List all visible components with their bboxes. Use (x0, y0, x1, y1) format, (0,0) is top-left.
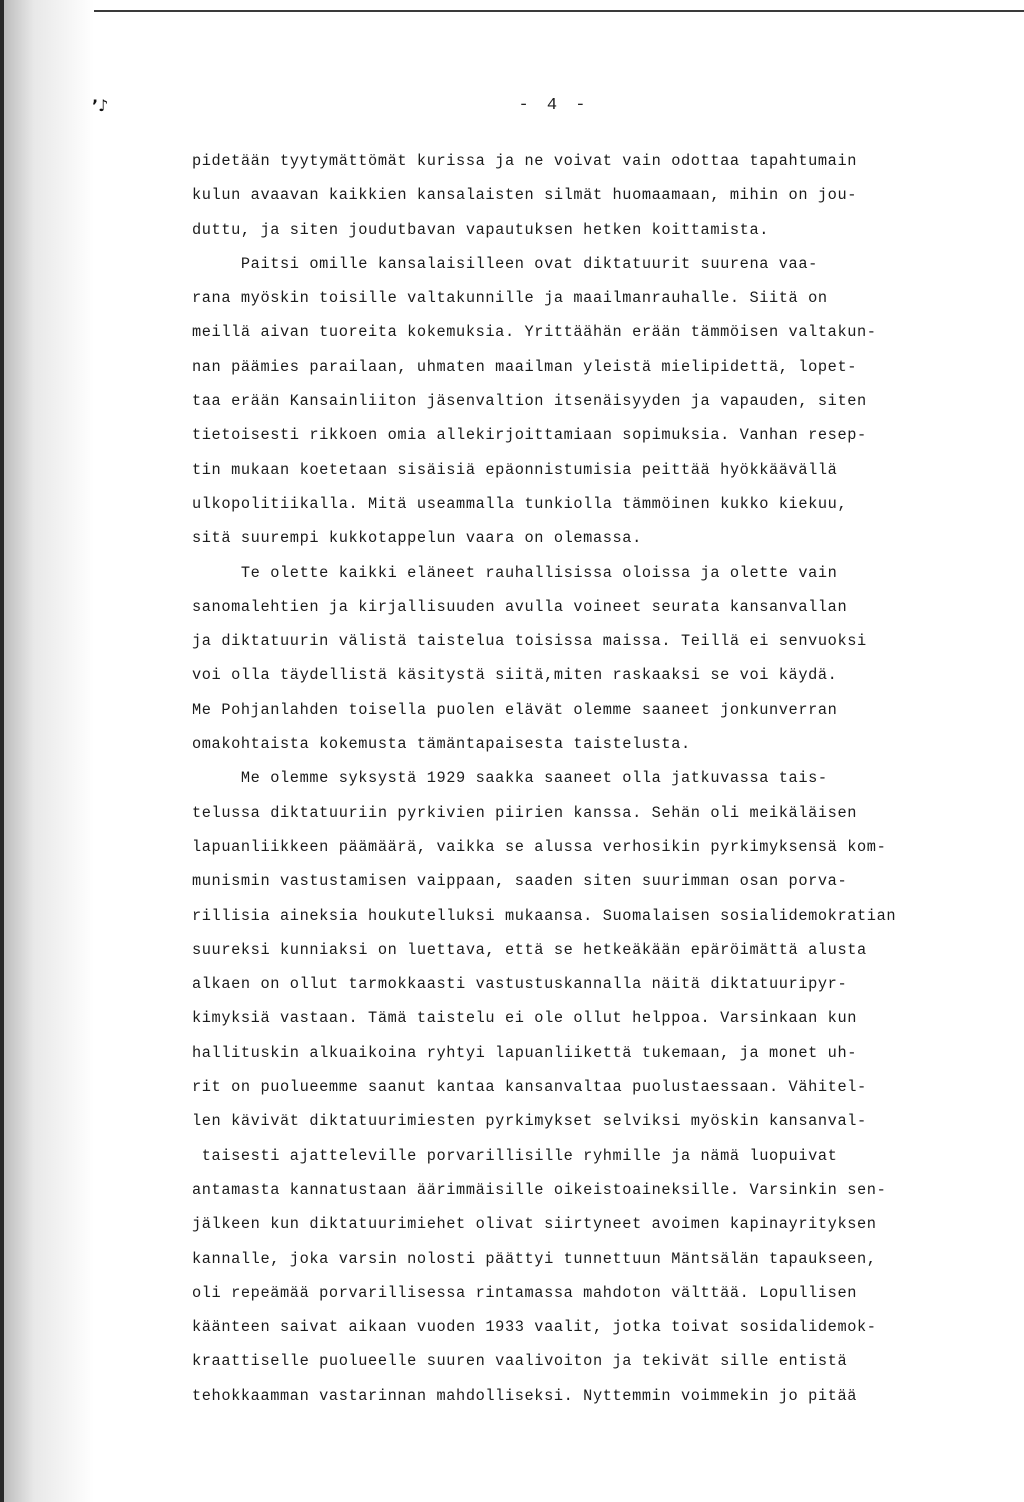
text-line: sitä suurempi kukkotappelun vaara on olemassa. (192, 529, 642, 548)
text-line: voi olla täydellistä käsitystä siitä,miten raskaaksi se voi käydä. (192, 666, 838, 685)
text-line: Me Pohjanlahden toisella puolen elävät olemme saaneet jonkunverran (192, 700, 838, 719)
text-line: jälkeen kun diktatuurimiehet olivat siirtyneet avoimen kapinayrityksen (192, 1215, 877, 1234)
text-line: ja diktatuurin välistä taistelua toisissa maissa. Teillä ei senvuoksi (192, 632, 867, 651)
text-line: antamasta kannatustaan äärimmäisille oikeistoaineksille. Varsinkin sen- (192, 1180, 887, 1199)
text-line: tin mukaan koetetaan sisäisiä epäonnistumisia peittää hyökkäävällä (192, 460, 838, 479)
text-line: suureksi kunniaksi on luettava, että se hetkeäkään epäröimättä alusta (192, 940, 867, 959)
text-line: Me olemme syksystä 1929 saakka saaneet olla jatkuvassa tais- (192, 769, 828, 788)
text-line: Paitsi omille kansalaisilleen ovat diktatuurit suurena vaa- (192, 254, 818, 273)
text-line: rit on puolueemme saanut kantaa kansanvaltaa puolustaessaan. Vähitel- (192, 1078, 867, 1097)
text-line: sanomalehtien ja kirjallisuuden avulla voineet seurata kansanvallan (192, 597, 848, 616)
page-number: - 4 - (518, 96, 590, 115)
body-text (192, 144, 962, 1413)
text-line: tehokkaamman vastarinnan mahdolliseksi. Nyttemmin voimmekin jo pitää (192, 1386, 858, 1405)
text-line: tietoisesti rikkoen omia allekirjoittamiaan sopimuksia. Vanhan resep- (192, 426, 867, 445)
text-line: taisesti ajatteleville porvarillisille ryhmille ja nämä luopuivat (192, 1146, 838, 1165)
text-line: kraattiselle puolueelle suuren vaalivoiton ja tekivät sille entistä (192, 1352, 848, 1371)
text-line: Te olette kaikki eläneet rauhallisissa oloissa ja olette vain (192, 563, 838, 582)
text-line: len kävivät diktatuurimiesten pyrkimykset selviksi myöskin kansanval- (192, 1112, 867, 1131)
text-line: hallituskin alkuaikoina ryhtyi lapuanliikettä tukemaan, ja monet uh- (192, 1043, 858, 1062)
text-line: kannalle, joka varsin nolosti päättyi tunnettuun Mäntsälän tapaukseen, (192, 1249, 877, 1268)
text-line: nan päämies parailaan, uhmaten maailman yleistä mielipidettä, lopet- (192, 357, 858, 376)
text-line: telussa diktatuuriin pyrkivien piirien kanssa. Sehän oli meikäläisen (192, 803, 858, 822)
text-line: meillä aivan tuoreita kokemuksia. Yrittäähän erään tämmöisen valtakun- (192, 323, 877, 342)
text-line: ulkopolitiikalla. Mitä useammalla tunkiolla tämmöinen kukko kiekuu, (192, 494, 848, 513)
text-line: duttu, ja siten joudutbavan vapautuksen hetken koittamista. (192, 220, 769, 239)
text-line: käänteen saivat aikaan vuoden 1933 vaalit, jotka toivat sosidalidemok- (192, 1318, 877, 1337)
text-line: taa erään Kansainliiton jäsenvaltion itsenäisyyden ja vapauden, siten (192, 392, 867, 411)
text-line: alkaen on ollut tarmokkaasti vastustuskannalla näitä diktatuuripyr- (192, 975, 848, 994)
page-top-edge (94, 10, 1024, 12)
text-line: oli repeämää porvarillisessa rintamassa mahdoton välttää. Lopullisen (192, 1283, 858, 1302)
text-line: omakohtaista kokemusta tämäntapaisesta taistelusta. (192, 735, 691, 754)
text-line: lapuanliikkeen päämäärä, vaikka se alussa verhosikin pyrkimyksensä kom- (192, 837, 887, 856)
text-line: kulun avaavan kaikkien kansalaisten silmät huomaamaan, mihin on jou- (192, 186, 858, 205)
text-line: rillisia aineksia houkutelluksi mukaansa. Suomalaisen sosialidemokratian (192, 906, 897, 925)
scan-edge-shadow (4, 0, 94, 1502)
text-line: pidetään tyytymättömät kurissa ja ne voivat vain odottaa tapahtumain (192, 152, 858, 170)
text-line: kimyksiä vastaan. Tämä taistelu ei ole ollut helppoa. Varsinkaan kun (192, 1009, 858, 1028)
text-line: rana myöskin toisille valtakunnille ja maailmanrauhalle. Siitä on (192, 289, 828, 308)
text-line: munismin vastustamisen vaippaan, saaden siten suurimman osan porva- (192, 872, 848, 891)
corner-mark: ’♪ (92, 96, 109, 115)
